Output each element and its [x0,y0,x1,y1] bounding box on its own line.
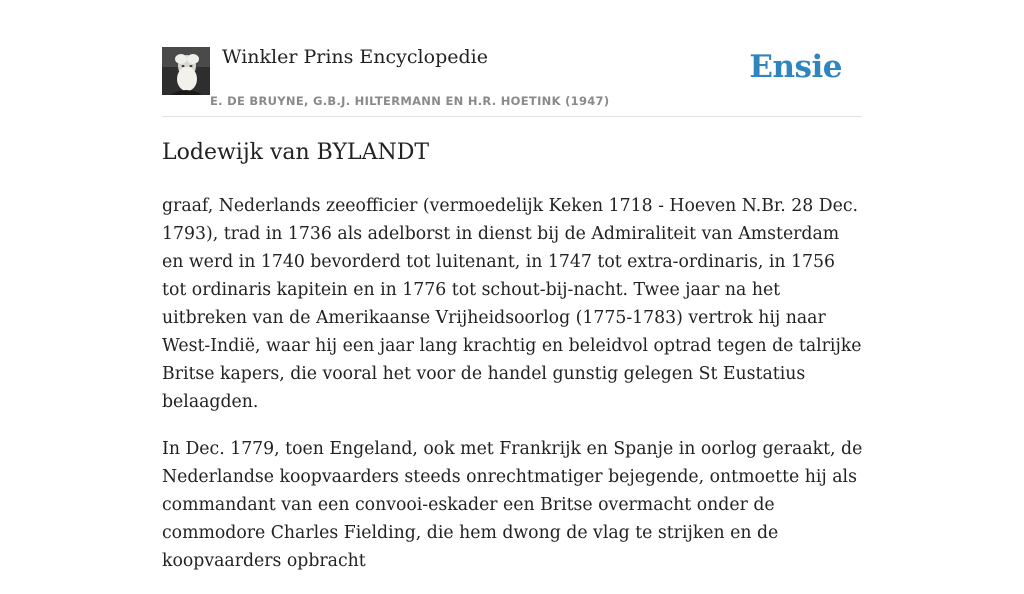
article-body [162,192,864,594]
author-portrait-icon [162,47,210,95]
article-paragraph: graaf, Nederlands zeeofficier (vermoedelijk Keken 1718 - Hoeven N.Br. 28 Dec. 1793), trad in 1736 als adelborst in dienst bij de Admiraliteit van Amsterdam en werd in 1740 bevorderd tot luitenant, in 1747 tot extra-ordinaris, in 1756 tot ordinaris kapitein en in 1776 tot schout-bij-nacht. Twee jaar na het uitbreken van de Amerikaanse Vrijheidsoorlog (1775-1783) vertrok hij naar West-Indië, waar hij een jaar lang krachtig en beleidvol optrad tegen de talrijke Britse kapers, die vooral het voor de handel gunstig gelegen St Eustatius belaagden. [162,196,862,412]
site-name[interactable]: Winkler Prins Encyclopedie [222,46,488,68]
article-authors: E. DE BRUYNE, G.B.J. HILTERMANN EN H.R. HOETINK (1947) [210,94,610,108]
article-title: Lodewijk van BYLANDT [162,140,430,165]
article-paragraph: In Dec. 1779, toen Engeland, ook met Frankrijk en Spanje in oorlog geraakt, de Nederlandse koopvaarders steeds onrechtmatiger bejegende, ontmoette hij als commandant van een convooi-eskader een Britse overmacht onder de commodore Charles Fielding, die hem dwong de vlag te strijken en de koopvaarders opbracht [162,439,863,571]
site-header [162,40,862,117]
author-avatar[interactable] [162,47,210,95]
brand-logo-link[interactable]: Ensie [749,49,842,85]
